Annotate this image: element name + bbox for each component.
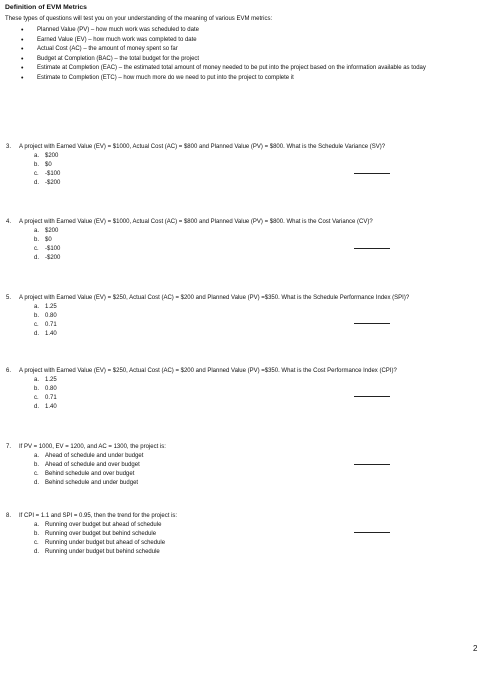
bullet-icon: • [21,27,24,34]
option-text: 1.25 [45,304,57,310]
option-text: -$100 [45,246,61,252]
bullet-icon: • [21,46,24,54]
option-d [6,548,476,557]
intro-paragraph: These types of questions will test you on your understanding of the meaning of various EVM metrics: [5,16,273,22]
option-b [6,236,476,245]
option-letter: a. [34,304,40,310]
option-letter: b. [34,531,40,537]
option-text: Running under budget but ahead of schedule [45,540,166,546]
option-text: Running under budget but behind schedule [45,549,160,555]
option-b [6,461,476,470]
option-text: $0 [45,237,52,243]
answer-blank[interactable] [354,248,390,249]
question-6 [6,367,476,412]
option-text: $200 [45,228,59,234]
option-letter: b. [34,462,40,468]
option-letter: c. [34,171,39,177]
question-4 [6,218,476,263]
question-stem [6,218,469,227]
definition-text: Estimate at Completion (EAC) – the estimated total amount of money needed to be put into the project based on the information available as today [37,65,426,72]
option-text: Running over budget but behind schedule [45,531,157,537]
option-text: -$200 [45,180,61,186]
option-letter: c. [34,471,39,477]
definition-text: Planned Value (PV) – how much work was scheduled to date [37,27,199,33]
option-text: $0 [45,162,52,168]
answer-blank[interactable] [354,532,390,533]
question-stem [6,443,469,452]
option-letter: a. [34,153,40,159]
definition-text: Earned Value (EV) – how much work was completed to date [37,36,197,43]
definition-item [10,26,470,36]
bullet-icon: • [21,74,24,82]
option-a [6,227,476,236]
definition-item [10,36,470,46]
question-text: A project with Earned Value (EV) = $250, Actual Cost (AC) = $200 and Planned Value (PV) =$350. What is the Cost Performance Index (CPI)? [19,368,397,374]
option-text: $200 [45,153,59,159]
definition-item [10,64,470,74]
option-letter: d. [34,480,40,486]
question-3 [6,143,476,188]
question-stem [6,294,469,303]
option-text: -$100 [45,171,61,177]
question-stem [6,143,469,152]
option-b [6,161,476,170]
question-text: A project with Earned Value (EV) = $1000, Actual Cost (AC) = $800 and Planned Value (PV) = $800. What is the Cost Variance (CV)? [19,219,373,225]
definition-text: Actual Cost (AC) – the amount of money spent so far [37,46,178,53]
question-text: A project with Earned Value (EV) = $250, Actual Cost (AC) = $200 and Planned Value (PV) =$350. What is the Schedule Performance Index (SPI)? [19,295,410,301]
options-list [6,227,476,263]
option-letter: a. [34,377,40,383]
option-text: Behind schedule and over budget [45,471,135,477]
option-letter: b. [34,386,40,392]
answer-blank[interactable] [354,323,390,324]
option-a [6,521,476,530]
question-8 [6,512,476,557]
option-letter: c. [34,246,39,252]
option-text: -$200 [45,255,61,261]
bullet-icon: • [21,36,24,44]
option-letter: d. [34,180,40,186]
options-list [6,452,476,488]
option-c [6,245,476,254]
option-letter: b. [34,313,40,319]
definition-text: Budget at Completion (BAC) – the total budget for the project [37,55,200,62]
option-d [6,254,476,263]
question-stem [6,512,469,521]
question-number: 8. [6,513,12,519]
option-letter: c. [34,540,39,546]
definition-text: Estimate to Completion (ETC) – how much more do we need to put into the project to complete it [37,74,294,81]
option-letter: c. [34,395,39,401]
option-a [6,152,476,161]
option-letter: b. [34,162,40,168]
option-c [6,321,476,330]
option-text: 1.40 [45,404,57,410]
option-a [6,303,476,312]
question-number: 7. [6,444,12,450]
option-letter: d. [34,331,40,337]
option-c [6,539,476,548]
question-number: 5. [6,295,12,301]
bullet-icon: • [21,55,24,63]
option-letter: d. [34,549,40,555]
option-letter: a. [34,522,40,528]
question-7 [6,443,476,488]
question-text: A project with Earned Value (EV) = $1000, Actual Cost (AC) = $800 and Planned Value (PV) = $800. What is the Schedule Variance (SV)? [19,144,386,150]
option-d [6,330,476,339]
definition-item [10,55,470,65]
option-c [6,394,476,403]
option-d [6,179,476,188]
option-text: Ahead of schedule and over budget [45,462,140,468]
option-a [6,452,476,461]
option-letter: c. [34,322,39,328]
bullet-icon: • [21,65,24,73]
option-text: 0.80 [45,313,57,319]
option-c [6,170,476,179]
option-text: Behind schedule and under budget [45,480,139,486]
option-text: 0.71 [45,395,57,401]
answer-blank[interactable] [354,173,390,174]
options-list [6,303,476,339]
option-letter: d. [34,255,40,261]
option-b [6,312,476,321]
question-stem [6,367,469,376]
option-letter: a. [34,228,40,234]
question-number: 4. [6,219,12,225]
options-list [6,376,476,412]
definitions-list [10,26,470,84]
option-text: Running over budget but ahead of schedule [45,522,162,528]
option-c [6,470,476,479]
option-b [6,530,476,539]
option-text: 0.80 [45,386,57,392]
options-list [6,152,476,188]
answer-blank[interactable] [354,396,390,397]
option-letter: a. [34,453,40,459]
option-text: 1.40 [45,331,57,337]
page-number: 2 [473,644,478,653]
question-number: 6. [6,368,12,374]
options-list [6,521,476,557]
option-b [6,385,476,394]
question-number: 3. [6,144,12,150]
question-5 [6,294,476,339]
answer-blank[interactable] [354,464,390,465]
option-d [6,403,476,412]
section-heading: Definition of EVM Metrics [5,4,87,11]
definition-item [10,45,470,55]
question-text: If PV = 1000, EV = 1200, and AC = 1300, the project is: [19,444,166,450]
definition-item [10,74,470,84]
option-letter: d. [34,404,40,410]
option-text: 0.71 [45,322,57,328]
option-text: 1.25 [45,377,57,383]
option-letter: b. [34,237,40,243]
question-text: If CPI = 1.1 and SPI = 0.95, then the trend for the project is: [19,513,178,519]
option-a [6,376,476,385]
option-d [6,479,476,488]
option-text: Ahead of schedule and under budget [45,453,144,459]
